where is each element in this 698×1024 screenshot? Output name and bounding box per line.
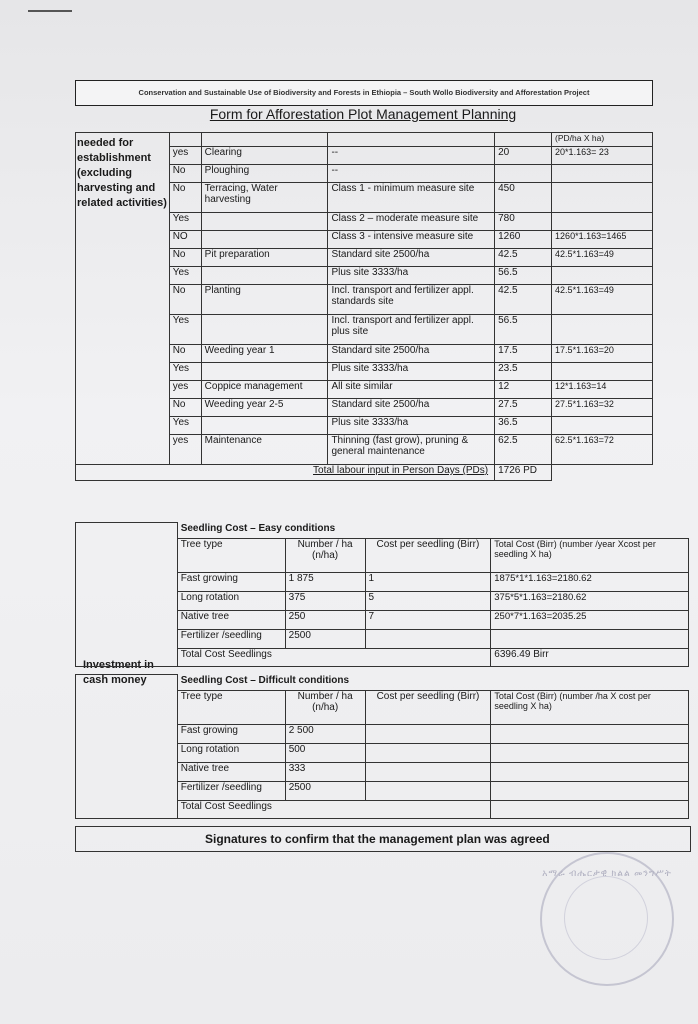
left-blank <box>76 539 178 573</box>
applies-flag: No <box>169 399 201 417</box>
total-cost <box>491 725 689 744</box>
seedling-row <box>76 782 689 801</box>
left-blank <box>76 573 178 592</box>
activity-name <box>201 231 328 249</box>
header-cost-per-seedling: Cost per seedling (Birr) <box>365 691 491 725</box>
seedling-heading: Seedling Cost – Difficult conditions <box>180 674 350 686</box>
pd-calculation <box>552 165 653 183</box>
header-number-per-ha: Number / ha (n/ha) <box>285 539 365 573</box>
measure-description: Plus site 3333/ha <box>328 363 495 381</box>
pd-calculation: 1260*1.163=1465 <box>552 231 653 249</box>
pd-per-ha: 42.5 <box>495 249 552 267</box>
number-per-ha: 2 500 <box>285 725 365 744</box>
pd-per-ha: 20 <box>495 147 552 165</box>
pd-per-ha: 23.5 <box>495 363 552 381</box>
total-cost <box>491 744 689 763</box>
tree-type: Native tree <box>177 611 285 630</box>
tree-type: Fertilizer /seedling <box>177 630 285 649</box>
cost-per-seedling <box>365 630 491 649</box>
cost-per-seedling <box>365 744 491 763</box>
number-per-ha: 333 <box>285 763 365 782</box>
pd-per-ha <box>495 165 552 183</box>
pd-per-ha: 36.5 <box>495 417 552 435</box>
investment-label: Investment in cash money <box>83 659 154 686</box>
pd-calculation: 17.5*1.163=20 <box>552 345 653 363</box>
number-per-ha: 2500 <box>285 630 365 649</box>
left-blank <box>76 744 178 763</box>
labour-table <box>75 132 653 481</box>
measure-description: All site similar <box>328 381 495 399</box>
applies-flag: yes <box>169 381 201 399</box>
labour-total-value: 1726 PD <box>495 465 552 481</box>
total-seedling-cost-label: Total Cost Seedlings <box>177 801 491 819</box>
difficult-seedling-table <box>75 674 689 819</box>
pd-calculation: 42.5*1.163=49 <box>552 285 653 315</box>
tree-type: Long rotation <box>177 744 285 763</box>
header-number-per-ha: Number / ha (n/ha) <box>285 691 365 725</box>
measure-description: Class 3 - intensive measure site <box>328 231 495 249</box>
applies-flag: Yes <box>169 267 201 285</box>
activity-name: Clearing <box>201 147 328 165</box>
tree-type: Fast growing <box>177 725 285 744</box>
seedling-row <box>76 611 689 630</box>
organization-line: Conservation and Sustainable Use of Biodiversity and Forests in Ethiopia – South Wollo Biodiversity and Afforestation Project <box>75 80 653 106</box>
applies-flag: No <box>169 249 201 267</box>
pd-calculation: 27.5*1.163=32 <box>552 399 653 417</box>
applies-flag: yes <box>169 147 201 165</box>
pd-per-ha: 12 <box>495 381 552 399</box>
header-total-cost: Total Cost (Birr) (number /ha X cost per seedling X ha) <box>491 691 689 725</box>
pd-calculation: 12*1.163=14 <box>552 381 653 399</box>
activity-name: Planting <box>201 285 328 315</box>
labour-label-cell <box>76 133 170 465</box>
activity-name: Terracing, Water harvesting <box>201 183 328 213</box>
applies-flag: yes <box>169 435 201 465</box>
cost-per-seedling <box>365 782 491 801</box>
official-stamp <box>540 852 674 986</box>
activity-name <box>201 213 328 231</box>
seedling-heading: Seedling Cost – Easy conditions <box>180 522 336 534</box>
top-note: (PD/ha X ha) <box>552 133 653 147</box>
top-mark <box>28 10 72 12</box>
measure-description: -- <box>328 147 495 165</box>
left-blank <box>76 763 178 782</box>
header-tree-type: Tree type <box>177 691 285 725</box>
seedling-row <box>76 592 689 611</box>
activity-name: Weeding year 1 <box>201 345 328 363</box>
left-blank <box>76 782 178 801</box>
measure-description: Plus site 3333/ha <box>328 417 495 435</box>
measure-description: Standard site 2500/ha <box>328 249 495 267</box>
pd-calculation <box>552 363 653 381</box>
applies-flag: No <box>169 165 201 183</box>
pd-calculation <box>552 417 653 435</box>
pd-calculation <box>552 267 653 285</box>
pd-calculation <box>552 213 653 231</box>
left-blank <box>76 725 178 744</box>
cost-per-seedling <box>365 725 491 744</box>
pd-per-ha: 62.5 <box>495 435 552 465</box>
measure-description: Class 2 – moderate measure site <box>328 213 495 231</box>
left-blank <box>76 691 178 725</box>
activity-name: Coppice management <box>201 381 328 399</box>
left-blank <box>76 630 178 649</box>
measure-description: Standard site 2500/ha <box>328 345 495 363</box>
measure-description: Incl. transport and fertilizer appl. plus site <box>328 315 495 345</box>
pd-per-ha: 56.5 <box>495 315 552 345</box>
labour-section-label: needed for establishment (excluding harvesting and related activities) <box>77 137 167 209</box>
activity-name: Pit preparation <box>201 249 328 267</box>
applies-flag: No <box>169 285 201 315</box>
seedling-row <box>76 573 689 592</box>
applies-flag: Yes <box>169 315 201 345</box>
measure-description: Incl. transport and fertilizer appl. standards site <box>328 285 495 315</box>
applies-flag: No <box>169 183 201 213</box>
number-per-ha: 375 <box>285 592 365 611</box>
left-blank <box>76 675 178 691</box>
stamp-ring-text: አማራ ብሔርታዊ ክልል መንግሥት <box>542 868 672 878</box>
cost-per-seedling: 1 <box>365 573 491 592</box>
tree-type: Fertilizer /seedling <box>177 782 285 801</box>
cost-per-seedling <box>365 763 491 782</box>
measure-description: -- <box>328 165 495 183</box>
signatures-line: Signatures to confirm that the management plan was agreed <box>205 832 550 846</box>
left-blank <box>76 801 178 819</box>
number-per-ha: 1 875 <box>285 573 365 592</box>
pd-calculation: 62.5*1.163=72 <box>552 435 653 465</box>
applies-flag: Yes <box>169 417 201 435</box>
stamp-emblem <box>564 876 648 960</box>
applies-flag: Yes <box>169 363 201 381</box>
pd-per-ha: 17.5 <box>495 345 552 363</box>
seedling-row <box>76 744 689 763</box>
pd-calculation: 20*1.163= 23 <box>552 147 653 165</box>
tree-type: Long rotation <box>177 592 285 611</box>
left-blank <box>76 523 178 539</box>
total-cost <box>491 782 689 801</box>
total-cost <box>491 630 689 649</box>
header-total-cost: Total Cost (Birr) (number /year Xcost per seedling X ha) <box>491 539 689 573</box>
activity-name <box>201 363 328 381</box>
pd-calculation <box>552 183 653 213</box>
activity-name <box>201 315 328 345</box>
form-title: Form for Afforestation Plot Management Planning <box>209 106 517 122</box>
seedling-row <box>76 725 689 744</box>
left-blank <box>76 649 178 667</box>
number-per-ha: 2500 <box>285 782 365 801</box>
header-tree-type: Tree type <box>177 539 285 573</box>
labour-total-label: Total labour input in Person Days (PDs) <box>76 465 495 481</box>
total-cost: 1875*1*1.163=2180.62 <box>491 573 689 592</box>
pd-per-ha: 56.5 <box>495 267 552 285</box>
header-cost-per-seedling: Cost per seedling (Birr) <box>365 539 491 573</box>
number-per-ha: 500 <box>285 744 365 763</box>
total-seedling-cost-value <box>491 801 689 819</box>
pd-per-ha: 42.5 <box>495 285 552 315</box>
total-cost <box>491 763 689 782</box>
left-blank <box>76 611 178 630</box>
number-per-ha: 250 <box>285 611 365 630</box>
form-frame <box>75 80 691 852</box>
pd-calculation: 42.5*1.163=49 <box>552 249 653 267</box>
tree-type: Native tree <box>177 763 285 782</box>
total-seedling-cost-value: 6396.49 Birr <box>491 649 689 667</box>
pd-per-ha: 1260 <box>495 231 552 249</box>
total-seedling-cost-label: Total Cost Seedlings <box>177 649 491 667</box>
applies-flag: No <box>169 345 201 363</box>
activity-name <box>201 267 328 285</box>
seedling-row <box>76 630 689 649</box>
cost-per-seedling: 7 <box>365 611 491 630</box>
activity-name: Ploughing <box>201 165 328 183</box>
measure-description: Thinning (fast grow), pruning & general maintenance <box>328 435 495 465</box>
pd-per-ha: 27.5 <box>495 399 552 417</box>
cost-per-seedling: 5 <box>365 592 491 611</box>
left-blank <box>76 592 178 611</box>
measure-description: Standard site 2500/ha <box>328 399 495 417</box>
tree-type: Fast growing <box>177 573 285 592</box>
pd-per-ha: 780 <box>495 213 552 231</box>
total-cost: 375*5*1.163=2180.62 <box>491 592 689 611</box>
measure-description: Class 1 - minimum measure site <box>328 183 495 213</box>
easy-seedling-table <box>75 522 689 667</box>
applies-flag: Yes <box>169 213 201 231</box>
applies-flag: NO <box>169 231 201 249</box>
pd-calculation <box>552 315 653 345</box>
activity-name: Maintenance <box>201 435 328 465</box>
pd-per-ha: 450 <box>495 183 552 213</box>
total-cost: 250*7*1.163=2035.25 <box>491 611 689 630</box>
activity-name: Weeding year 2-5 <box>201 399 328 417</box>
measure-description: Plus site 3333/ha <box>328 267 495 285</box>
activity-name <box>201 417 328 435</box>
seedling-row <box>76 763 689 782</box>
